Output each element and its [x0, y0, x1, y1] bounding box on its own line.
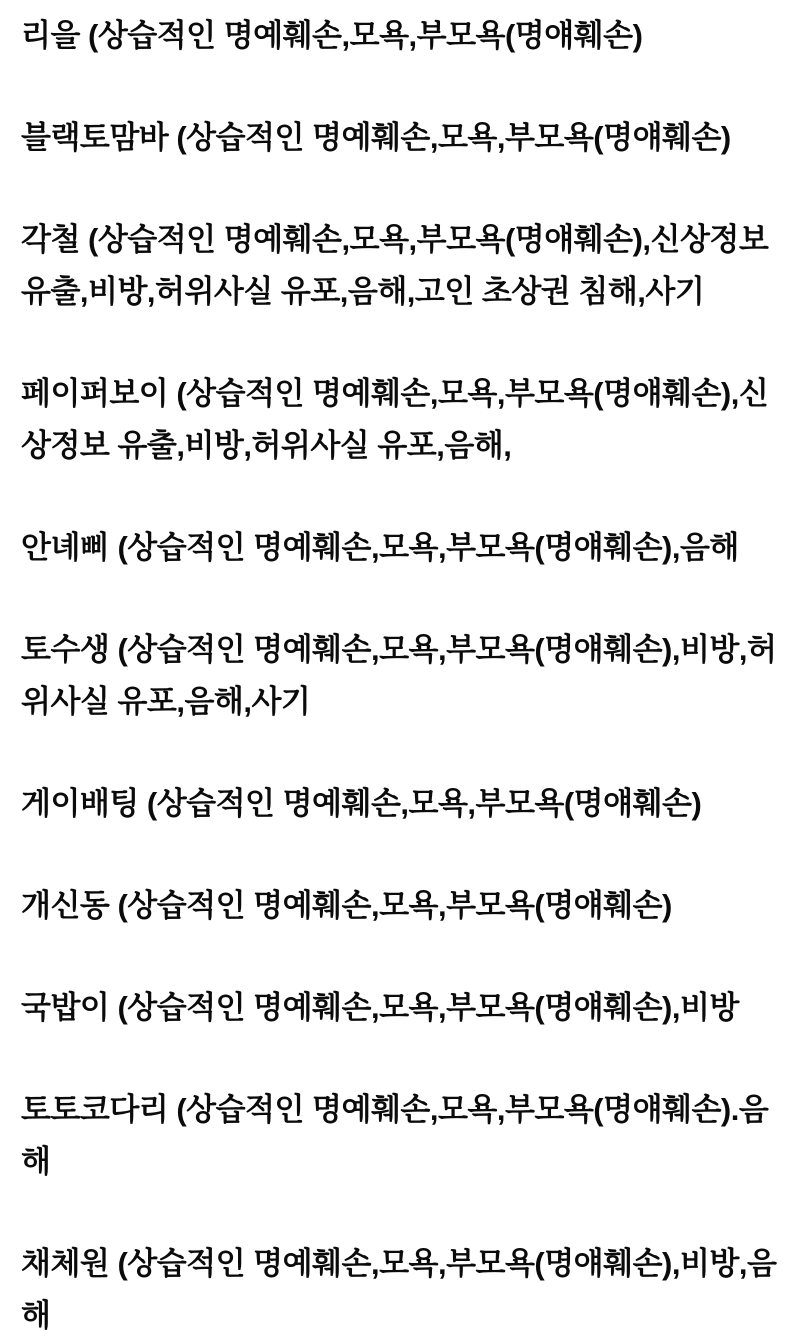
- list-entry: 각철 (상습적인 명예훼손,모욕,부모욕(명얘훼손),신상정보 유출,비방,허위사실 유포,음해,고인 초상권 침해,사기: [21, 222, 769, 309]
- list-entry: 페이퍼보이 (상습적인 명예훼손,모욕,부모욕(명얘훼손),신상정보 유출,비방,허위사실 유포,음해,: [21, 376, 769, 463]
- list-entry: 리을 (상습적인 명예훼손,모욕,부모욕(명얘훼손): [21, 18, 643, 53]
- list-entry: 토토코다리 (상습적인 명예훼손,모욕,부모욕(명얘훼손).음해: [21, 1092, 769, 1179]
- list-entry: 안녜삐 (상습적인 명예훼손,모욕,부모욕(명얘훼손),음해: [21, 530, 739, 565]
- list-entry: 블랙토맘바 (상습적인 명예훼손,모욕,부모욕(명얘훼손): [21, 120, 731, 155]
- list-entry: 개신동 (상습적인 명예훼손,모욕,부모욕(명얘훼손): [21, 888, 672, 923]
- list-entry: 채체원 (상습적인 명예훼손,모욕,부모욕(명얘훼손),비방,음해: [21, 1246, 777, 1333]
- list-entry: 토수생 (상습적인 명예훼손,모욕,부모욕(명얘훼손),비방,허위사실 유포,음해,사기: [21, 632, 777, 719]
- list-entry: 게이배팅 (상습적인 명예훼손,모욕,부모욕(명얘훼손): [21, 786, 702, 821]
- list-entry: 국밥이 (상습적인 명예훼손,모욕,부모욕(명얘훼손),비방: [21, 990, 739, 1025]
